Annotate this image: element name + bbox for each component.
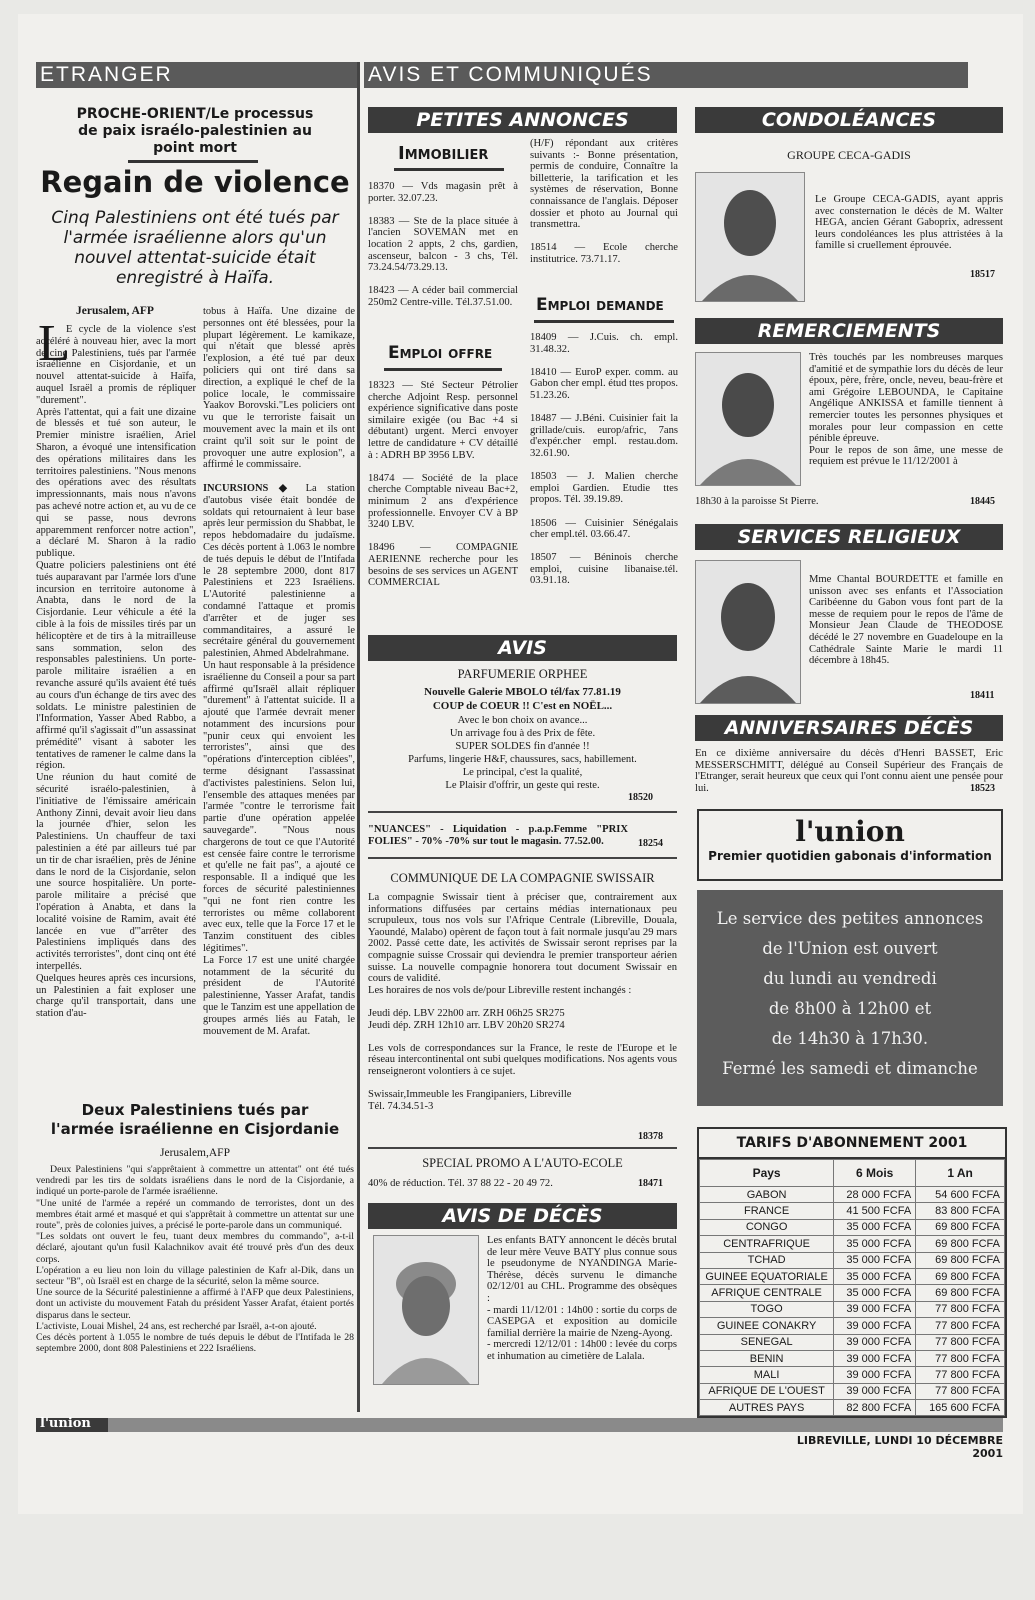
lebounda-photo bbox=[695, 352, 801, 486]
footer-logo: l'union bbox=[40, 1416, 91, 1431]
orphee-ref: 18520 bbox=[628, 792, 653, 803]
tarifs-row bbox=[700, 1285, 1005, 1301]
tarifs-cell-one-year: 77 800 FCFA bbox=[916, 1383, 1005, 1399]
emploi-demande-heading: Emploi demande bbox=[536, 295, 664, 315]
article-col2 bbox=[203, 306, 355, 1037]
orphee-rule bbox=[368, 811, 677, 813]
condoleances-body: Le Groupe CECA-GADIS, ayant appris avec consternation le décès de M. Walter HEGA, ancien Gérant Gaboprix, adressent leurs condoléances les plus attristées à la famille si cruellement éprouvée. bbox=[815, 194, 1003, 252]
tarifs-cell-one-year: 69 800 FCFA bbox=[916, 1236, 1005, 1252]
tarifs-cell-one-year: 54 600 FCFA bbox=[916, 1187, 1005, 1203]
tarifs-cell-one-year: 69 800 FCFA bbox=[916, 1285, 1005, 1301]
article-standfirst: Cinq Palestiniens ont été tués par l'armée israélienne alors qu'un nouvel attentat-suicide était enregistré à Haïfa. bbox=[51, 208, 339, 288]
union-tagline: Premier quotidien gabonais d'information bbox=[708, 849, 992, 863]
tarifs-cell-country: GABON bbox=[700, 1187, 834, 1203]
union-logo: l'union bbox=[795, 815, 905, 848]
tarifs-cell-one-year: 77 800 FCFA bbox=[916, 1318, 1005, 1334]
nuances-ad: "NUANCES" - Liquidation - p.a.p.Femme "PRIX FOLIES" - 70% -70% sur tout le magasin. 77.52.00. bbox=[368, 824, 628, 847]
tarifs-header-6mois: 6 Mois bbox=[834, 1160, 916, 1187]
tarifs-cell-six-months: 35 000 FCFA bbox=[834, 1252, 916, 1268]
tarifs-cell-one-year: 83 800 FCFA bbox=[916, 1203, 1005, 1219]
tarifs-cell-country: MALI bbox=[700, 1367, 834, 1383]
swissair-ref: 18378 bbox=[638, 1131, 663, 1142]
tarifs-cell-country: TOGO bbox=[700, 1301, 834, 1317]
promo-body: 40% de réduction. Tél. 37 88 22 - 20 49 72. bbox=[368, 1178, 553, 1189]
tarifs-cell-six-months: 39 000 FCFA bbox=[834, 1334, 916, 1350]
remerciements-ref: 18445 bbox=[970, 496, 995, 507]
avis-banner: AVIS bbox=[368, 635, 677, 661]
immobilier-heading: Immobilier bbox=[398, 143, 489, 164]
tarifs-cell-six-months: 35 000 FCFA bbox=[834, 1219, 916, 1235]
emploi-demande-ads: 18409 — J.Cuis. ch. empl. 31.48.32. 18410 — EuroP exper. comm. au Gabon cher empl. étud ttes propos. 51.23.26. 18487 — J.Béni. Cuisinier fait la grillade/cuis. europ/afric, 7ans d'expér.cher empl. restau.dom. 32.61.90. 18503 — J. Malien cherche emploi Gardien. Etudie ttes propos. Tél. 39.19.89. 18506 — Cuisinier Sénégalais cher empl.tél. 03.66.47. 18507 — Béninois cherche emploi, cuisine libanaise.tél. 03.91.18. bbox=[530, 332, 678, 587]
union-box bbox=[697, 809, 1003, 881]
article-byline: Jerusalem, AFP bbox=[76, 305, 154, 317]
annonces-col-b-top: (H/F) répondant aux critères suivants :- Bonne présentation, permis de conduire, Connaître la billetterie, la tarification et les systèmes de réservation, Bonne connaissance de l'anglais. Déposer dossier et photo au Journal qui transmettra. 18514 — Ecole cherche institutrice. 73.71.17. bbox=[530, 138, 678, 265]
tarifs-cell-one-year: 69 800 FCFA bbox=[916, 1252, 1005, 1268]
tarifs-cell-six-months: 82 800 FCFA bbox=[834, 1400, 916, 1416]
tarifs-header-pays: Pays bbox=[700, 1160, 834, 1187]
tarifs-row bbox=[700, 1367, 1005, 1383]
tarifs-cell-six-months: 35 000 FCFA bbox=[834, 1285, 916, 1301]
tarifs-cell-six-months: 41 500 FCFA bbox=[834, 1203, 916, 1219]
tarifs-cell-six-months: 35 000 FCFA bbox=[834, 1268, 916, 1284]
emploi-offre-rule bbox=[384, 368, 502, 371]
tarifs-cell-country: SENEGAL bbox=[700, 1334, 834, 1350]
tarifs-cell-country: TCHAD bbox=[700, 1252, 834, 1268]
article2-body: Deux Palestiniens "qui s'apprêtaient à commettre un attentat" ont été tués vendredi par les tirs de soldats israéliens dans le nord de la Cisjordanie, a indiqué un porte-parole de l'armée israélienne. "Une unité de l'armée a repéré un commando de terroristes, dont un des membres était armé et masqué et qui s'apprêtait à commettre un attentat sur une route", près de colonies juives, a précisé le porte-parole dans un communiqué. "Les soldats ont ouvert le feu, tuant deux membres du commando", a-t-il déclaré, ajoutant qu'un fusil Kalachnikov avait été trouvé près d'un des deux corps. L'opération a eu lieu non loin du village palestinien de Kafr al-Dik, dans un secteur "B", où Israël est en charge de la sécurité, selon la même source. Une source de la Sécurité palestinienne a affirmé à l'AFP que deux Palestiniens, dont un activiste du mouvement Fatah du président Yasser Arafat, étaient portés disparus dans le secteur. L'activiste, Louai Mishel, 24 ans, est recherché par Israël, a-t-on ajouté. Ces décès portent à 1.055 le nombre de tués depuis le début de l'Intifada le 28 septembre 2000, dont 808 Palestiniens et 222 Israéliens. bbox=[36, 1164, 354, 1355]
immobilier-ads: 18370 — Vds magasin prêt à porter. 32.07.23. 18383 — Ste de la place située à l'ancien SOVEMAN met en location 2 appts, 2 chs, gardien, ascenseur, balcon - 3 chs, Tél. 73.24.54/73.29.13. 18423 — A céder bail commercial 250m2 Centre-ville. Tél.37.51.00. bbox=[368, 181, 518, 308]
article-col2-text: tobus à Haïfa. Une dizaine de personnes ont été blessées, pour la plupart légèrement. Le kamikaze, qui n'était que blessé après l'explosion, a été tué par deux policiers qui ont tiré dans sa direction, a expliqué le chef de la police locale, le commissaire Yaakov Borovski."Les policiers ont vu que le terroriste faisait un mouvement avec la main et ils ont craint qu'il soit sur le point de provoquer une autre explosion", a affirmé le commissaire. bbox=[203, 306, 355, 471]
article-col1: E cycle de la violence s'est accéléré à nouveau hier, avec la mort de cinq Palestiniens, tués par l'armée israélienne en Cisjordanie, et un nouvel attentat-suicide à Haïfa, auquel Israël a promis de répliquer "durement". Après l'attentat, qui a fait une dizaine de blessés et tué son auteur, le Premier ministre israélien, Ariel Sharon, a évoqué une intensification des opérations militaires dans les territoires palestiniens. "Nous menons des opérations avec des résultats impressionnants, mais nous n'avons pas achevé notre action et, au vu de ce qui se passe, nous devrons apparemment renforcer notre action", a déclaré M. Sharon à la radio publique. Quatre policiers palestiniens ont été tués auparavant par l'armée lors d'une incursion en territoire autonome à Anabta, dans le nord de la Cisjordanie. Leur véhicule a été la cible à la fois de missiles tirés par un hélicoptère et de tirs à la mitrailleuse sans sommation, selon des responsables palestiniens. Un porte-parole militaire israélien a en revanche assuré qu'ils avaient été tués au cours d'un échange de tirs avec des soldats. Le ministre palestinien de l'Information, Yasser Abed Rabbo, a affirmé qu'il s'agissait d'"un assassinat prémédité" visant à saboter les tentatives de ramener le calme dans la région. Une réunion du haut comité de sécurité israélo-palestinien, à l'initiative de l'émissaire américain Anthony Zinni, devait avoir lieu dans la journée d'hier, selon les Palestiniens. Un chauffeur de taxi palestinien a été par ailleurs tué par un tir de char israélien, près de Jénine dans le nord de la Cisjordanie, selon une source hospitalière. Un porte-parole militaire a précisé que l'opération à Anabta, et dans la localité voisine de Ramim, avait été lancée en vue d'"arrêter des Palestiniens impliqués dans des activités terroristes", dont cinq ont été interpellés. Quelques heures après ces incursions, un Palestinien a fait exploser une charge qu'il transportait, dans une station d'au- bbox=[36, 324, 196, 1020]
promo-title: SPECIAL PROMO A L'AUTO-ECOLE bbox=[422, 1156, 623, 1170]
orphee-body: Avec le bon choix on avance... Un arrivage fou à des Prix de fête. SUPER SOLDES fin d'année !! Parfums, lingerie H&F, chaussures, sacs, habillement. Le principal, c'est la qualité, Le Plaisir d'offrir, un geste qui reste. bbox=[408, 715, 637, 791]
swissair-title: COMMUNIQUE DE LA COMPAGNIE SWISSAIR bbox=[390, 871, 655, 885]
tarifs-row bbox=[700, 1236, 1005, 1252]
tarifs-cell-one-year: 77 800 FCFA bbox=[916, 1367, 1005, 1383]
tarifs-header-1an: 1 An bbox=[916, 1160, 1005, 1187]
tarifs-cell-one-year: 77 800 FCFA bbox=[916, 1350, 1005, 1366]
subhead-incursions: INCURSIONS ◆ bbox=[203, 482, 295, 494]
tarifs-cell-country: AFRIQUE CENTRALE bbox=[700, 1285, 834, 1301]
swissair-rule bbox=[368, 1147, 677, 1149]
tarifs-row bbox=[700, 1252, 1005, 1268]
orphee-line2: COUP de COEUR !! C'est en NOËL... bbox=[432, 700, 613, 712]
tarifs-cell-country: CENTRAFRIQUE bbox=[700, 1236, 834, 1252]
condoleances-group: GROUPE CECA-GADIS bbox=[787, 148, 911, 162]
article-headline: Regain de violence bbox=[40, 165, 350, 199]
tarifs-row bbox=[700, 1187, 1005, 1203]
tarifs-cell-six-months: 28 000 FCFA bbox=[834, 1187, 916, 1203]
remerciements-body: Très touchés par les nombreuses marques d'amitié et de sympathie lors du décès de leur époux, père, frère, oncle, neveu, beau-frère et ami Grégoire LEBOUNDA, le Capitaine Angélique ANKISSA et famille tiennent à remercier toutes les personnes physiques et morales pour leur compassion en cette pénible épreuve. Pour le repos de son âme, une messe de requiem est prévue le 11/12/2001 à bbox=[809, 352, 1003, 468]
tarifs-cell-one-year: 77 800 FCFA bbox=[916, 1301, 1005, 1317]
section-header-etranger: ETRANGER bbox=[36, 62, 358, 88]
immobilier-rule bbox=[394, 168, 504, 171]
tarifs-row bbox=[700, 1318, 1005, 1334]
theodose-photo bbox=[695, 560, 801, 704]
deceased-photo bbox=[373, 1235, 479, 1385]
tarifs-cell-country: AUTRES PAYS bbox=[700, 1400, 834, 1416]
avis-deces-banner: AVIS DE DÉCÈS bbox=[368, 1203, 677, 1229]
nuances-rule bbox=[368, 857, 677, 859]
remerciements-tail: 18h30 à la paroisse St Pierre. bbox=[695, 496, 819, 507]
petites-annonces-banner: PETITES ANNONCES bbox=[368, 107, 677, 133]
tarifs-cell-country: CONGO bbox=[700, 1219, 834, 1235]
remerciements-banner: REMERCIEMENTS bbox=[695, 318, 1003, 344]
tarifs-cell-country: FRANCE bbox=[700, 1203, 834, 1219]
tarifs-cell-six-months: 39 000 FCFA bbox=[834, 1350, 916, 1366]
promo-ref: 18471 bbox=[638, 1178, 663, 1189]
anniversaires-banner: ANNIVERSAIRES DÉCÈS bbox=[695, 715, 1003, 741]
tarifs-cell-country: GUINEE CONAKRY bbox=[700, 1318, 834, 1334]
article2-byline: Jerusalem,AFP bbox=[160, 1147, 230, 1159]
tarifs-cell-one-year: 69 800 FCFA bbox=[916, 1219, 1005, 1235]
tarifs-row bbox=[700, 1400, 1005, 1416]
kicker-rule bbox=[128, 160, 258, 163]
condoleances-banner: CONDOLÉANCES bbox=[695, 107, 1003, 133]
swissair-body: La compagnie Swissair tient à préciser que, contrairement aux informations diffusées par certains médias internationaux peu scrupuleux, tous nos vols sur l'Afrique Centrale (Libreville, Douala, Yaoundé, Malabo) opèrent de façon tout à fait normale jusqu'au 29 mars 2002. Passé cette date, les activités de Swissair seront reprises par la compagnie suisse Crossair qui deviendra le premier transporteur aérien suisse. La nouvelle compagnie honorera tout document Swissair en cours de validité. Les horaires de nos vols de/pour Libreville restent inchangés : Jeudi dép. LBV 22h00 arr. ZRH 06h25 SR275 Jeudi dép. ZRH 12h10 arr. LBV 20h20 SR274 Les vols de correspondances sur la France, le reste de l'Europe et le réseau intercontinental ont subi quelques modifications. Nos agents vous renseigneront volontiers à ce sujet. Swissair,Immeuble les Frangipaniers, Libreville Tél. 74.34.51-3 bbox=[368, 892, 677, 1112]
tarifs-cell-six-months: 39 000 FCFA bbox=[834, 1318, 916, 1334]
orphee-line1: Nouvelle Galerie MBOLO tél/fax 77.81.19 bbox=[424, 686, 621, 698]
anniversaires-ref: 18523 bbox=[970, 783, 995, 794]
tarifs-box bbox=[697, 1127, 1007, 1418]
religieux-body: Mme Chantal BOURDETTE et famille en unisson avec ses enfants et l'Association Caribéenne du Gabon vous font part de la messe de requiem pour le repos de l'âme de Monsieur Jean Claude de THEODOSE décédé le 27 novembre en Guadeloupe en la Cathédrale Sainte Marie le mardi 11 décembre à 18h45. bbox=[809, 574, 1003, 667]
tarifs-row bbox=[700, 1203, 1005, 1219]
tarifs-cell-six-months: 39 000 FCFA bbox=[834, 1301, 916, 1317]
hega-photo bbox=[695, 172, 805, 302]
tarifs-row bbox=[700, 1268, 1005, 1284]
services-religieux-banner: SERVICES RELIGIEUX bbox=[695, 524, 1003, 550]
tarifs-row bbox=[700, 1350, 1005, 1366]
footer-bar bbox=[36, 1418, 1003, 1432]
tarifs-cell-six-months: 39 000 FCFA bbox=[834, 1367, 916, 1383]
tarifs-cell-country: BENIN bbox=[700, 1350, 834, 1366]
tarifs-row bbox=[700, 1301, 1005, 1317]
article2-headline: Deux Palestiniens tués par l'armée israélienne en Cisjordanie bbox=[50, 1101, 340, 1138]
tarifs-table bbox=[699, 1159, 1005, 1416]
tarifs-title: TARIFS D'ABONNEMENT 2001 bbox=[699, 1129, 1005, 1159]
orphee-title: PARFUMERIE ORPHEE bbox=[457, 667, 588, 681]
tarifs-row bbox=[700, 1334, 1005, 1350]
article-kicker: PROCHE-ORIENT/Le processus de paix israélo-palestinien au point mort bbox=[76, 106, 314, 156]
emploi-demande-rule bbox=[534, 320, 674, 323]
drop-cap: L bbox=[38, 315, 70, 372]
tarifs-cell-one-year: 77 800 FCFA bbox=[916, 1334, 1005, 1350]
tarifs-rows bbox=[700, 1187, 1005, 1416]
deces-body: Les enfants BATY annoncent le décès brutal de leur mère Veuve BATY plus connue sous le pseudonyme de NYANDINGA Marie-Thérèse, décès survenu le dimanche 02/12/01 au CHL. Programme des obsèques : - mardi 11/12/01 : 14h00 : sortie du corps de CASEPGA et exposition au domicile familial derrière la mairie de Nzeng-Ayong. - mercredi 12/12/01 : 14h00 : levée du corps et inhumation au cimetière de Lalala. bbox=[487, 1235, 677, 1362]
tarifs-row bbox=[700, 1383, 1005, 1399]
service-hours-box: Le service des petites annonces de l'Union est ouvert du lundi au vendredi de 8h00 à 12h00 et de 14h30 à 17h30. Fermé les samedi et dimanche bbox=[697, 890, 1003, 1106]
tarifs-cell-one-year: 69 800 FCFA bbox=[916, 1268, 1005, 1284]
footer-date: LIBREVILLE, LUNDI 10 DÉCEMBRE 2001 bbox=[796, 1434, 1003, 1460]
article-col2b-text: La station d'autobus visée était bondée de soldats qui retournaient à leur base après leur permission du Shabbat, le repos hebdomadaire du judaïsme. Ces décès portent à 1.063 le nombre de tués depuis le début de l'Intifada le 28 septembre 2000, dont 817 Palestiniens et 223 Israéliens. L'Autorité palestinienne a condamné l'attaque et promis d'arrêter et de juger ses commanditaires, a assuré le secrétaire général du gouvernement palestinien, Ahmed Abdelrahmane. Un haut responsable à la présidence israélienne du Conseil a pour sa part affirmé qu'Israël allait répliquer "durement" à l'attentat suicide. Il a ajouté que l'armée devrait mener notamment des incursions pour "punir ceux qui envoient les terroristes", ainsi que des "opérations d'interception ciblées", terme désignant l'assassinat d'activistes palestiniens. Selon lui, l'ensemble des attaques menées par l'armée "contre le terrorisme fait partie d'une opération appelée sauvegarde". "Nous nous chargerons de tout ce que l'Autorité est censée faire contre le terrorisme et qu'elle ne fait pas", a ajouté ce responsable. Il a indiqué que les forces de sécurité palestiniennes "qui ne font rien contre les terroristes ou même collaborent avec eux, telle que la Force 17 et le Tanzim constituent des cibles légitimes". La Force 17 est une unité chargée notamment de la sécurité du président de l'Autorité palestinienne, Yasser Arafat, tandis que le Tanzim est une appellation de groupes armés liés au Fatah, le mouvement de M. Arafat. bbox=[203, 482, 355, 1037]
column-divider bbox=[357, 62, 360, 1412]
tarifs-cell-six-months: 35 000 FCFA bbox=[834, 1236, 916, 1252]
tarifs-cell-six-months: 39 000 FCFA bbox=[834, 1383, 916, 1399]
religieux-ref: 18411 bbox=[970, 690, 995, 701]
condoleances-ref: 18517 bbox=[970, 269, 995, 280]
emploi-offre-heading: Emploi offre bbox=[388, 343, 493, 363]
nuances-ref: 18254 bbox=[638, 838, 663, 849]
tarifs-cell-one-year: 165 600 FCFA bbox=[916, 1400, 1005, 1416]
tarifs-row bbox=[700, 1219, 1005, 1235]
emploi-offre-ads: 18323 — Sté Secteur Pétrolier cherche Adjoint Resp. personnel expérience significative dans poste similaire exigée (ou Bac +4 si débutant) urgent. Merci envoyer lettre de candidature + CV détaillé à : ADRH BP 3956 LBV. 18474 — Société de la place cherche Comptable niveau Bac+2, minimum 2 ans d'expérience professionnelle. Envoyer CV à BP 3240 LBV. 18496 — COMPAGNIE AERIENNE recherche pour les besoins de ses services un AGENT COMMERCIAL bbox=[368, 380, 518, 589]
anniversaires-body: En ce dixième anniversaire du décès d'Henri BASSET, Eric MESSERSCHMITT, délégué au Conseil Supérieur des Français de l'Etranger, serait heureux que ceux qui l'ont connu aient une pensée pour lui. bbox=[695, 748, 1003, 794]
tarifs-cell-country: AFRIQUE DE L'OUEST bbox=[700, 1383, 834, 1399]
section-header-avis: AVIS ET COMMUNIQUÉS bbox=[364, 62, 968, 88]
tarifs-cell-country: GUINEE EQUATORIALE bbox=[700, 1268, 834, 1284]
newspaper-page bbox=[18, 14, 1023, 1514]
